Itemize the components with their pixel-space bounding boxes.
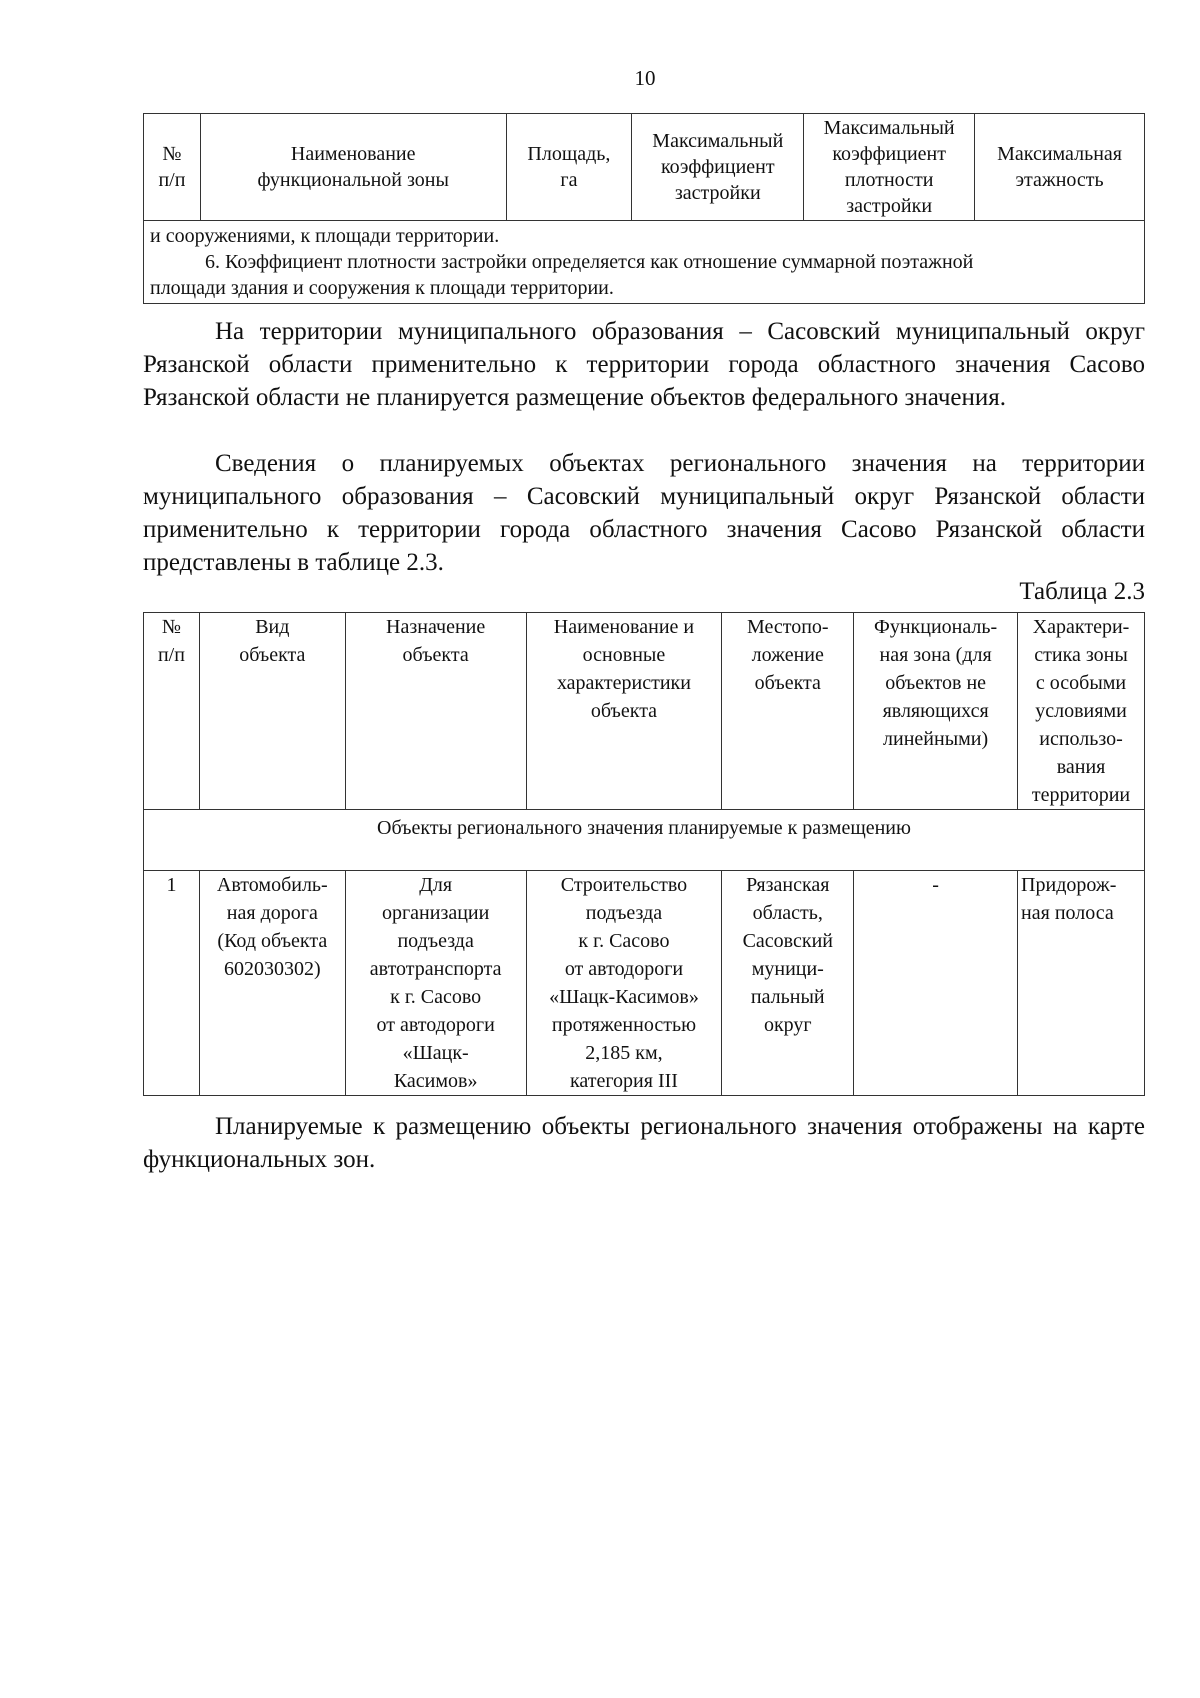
table2-header-purpose: Назначение объекта [345, 613, 526, 810]
table2-header-number: № п/п [144, 613, 200, 810]
paragraph-map-reference: Планируемые к размещению объекты регионального значения отображены на карте функциональных зон. [143, 1113, 1145, 1173]
cell-location: Рязанская область, Сасовский муници- пальный округ [722, 871, 854, 1096]
table-caption: Таблица 2.3 [1019, 578, 1145, 605]
table-row [144, 871, 1145, 1096]
note-line-1: и сооружениями, к площади территории. [150, 225, 500, 247]
cell-number: 1 [144, 871, 200, 1096]
cell-object-type: Автомобиль- ная дорога (Код объекта 602030302) [199, 871, 345, 1096]
table1-note-row [144, 221, 1145, 304]
table1-note [144, 221, 1145, 304]
table1-header-max-floors: Максимальная этажность [975, 114, 1145, 221]
paragraph-federal-objects: На территории муниципального образования – Сасовский муниципальный округ Рязанской области применительно к территории города областного значения Сасово Рязанской области не планируется размещение объектов федерального значения. [143, 318, 1145, 411]
table1-header-area: Площадь, га [506, 114, 632, 221]
cell-functional-zone: - [854, 871, 1018, 1096]
table2-section-title: Объекты регионального значения планируемые к размещению [144, 810, 1145, 871]
functional-zones-table [143, 113, 1145, 304]
note-line-2: 6. Коэффициент плотности застройки определяется как отношение суммарной поэтажной [205, 251, 974, 273]
regional-objects-table [143, 612, 1145, 1096]
table2-header-special-zone: Характери- стика зоны с особыми условиями использо- вания территории [1018, 613, 1145, 810]
table2-section-row [144, 810, 1145, 871]
table1-header-density-coefficient: Максимальный коэффициент плотности застройки [804, 114, 975, 221]
table2-header-object-type: Вид объекта [199, 613, 345, 810]
table1-header-row [144, 114, 1145, 221]
page-number: 10 [634, 66, 656, 90]
cell-name-characteristics: Строительство подъезда к г. Сасово от автодороги «Шацк-Касимов» протяженностью 2,185 км, категория III [526, 871, 722, 1096]
paragraph-regional-objects: Сведения о планируемых объектах регионального значения на территории муниципального образования – Сасовский муниципальный округ Рязанской области применительно к территории города областного значения Сасово Рязанской области представлены в таблице 2.3. [143, 450, 1145, 576]
table2-header-name-characteristics: Наименование и основные характеристики объекта [526, 613, 722, 810]
table1-header-building-coefficient: Максимальный коэффициент застройки [632, 114, 804, 221]
note-line-3: площади здания и сооружения к площади территории. [150, 277, 614, 299]
table2-header-location: Местопо- ложение объекта [722, 613, 854, 810]
table1-header-zone-name: Наименование функциональной зоны [200, 114, 506, 221]
table2-header-row [144, 613, 1145, 810]
cell-special-zone: Придорож- ная полоса [1018, 871, 1145, 1096]
table2-header-functional-zone: Функциональ- ная зона (для объектов не являющихся линейными) [854, 613, 1018, 810]
table1-header-number: № п/п [144, 114, 201, 221]
cell-purpose: Для организации подъезда автотранспорта к г. Сасово от автодороги «Шацк- Касимов» [345, 871, 526, 1096]
